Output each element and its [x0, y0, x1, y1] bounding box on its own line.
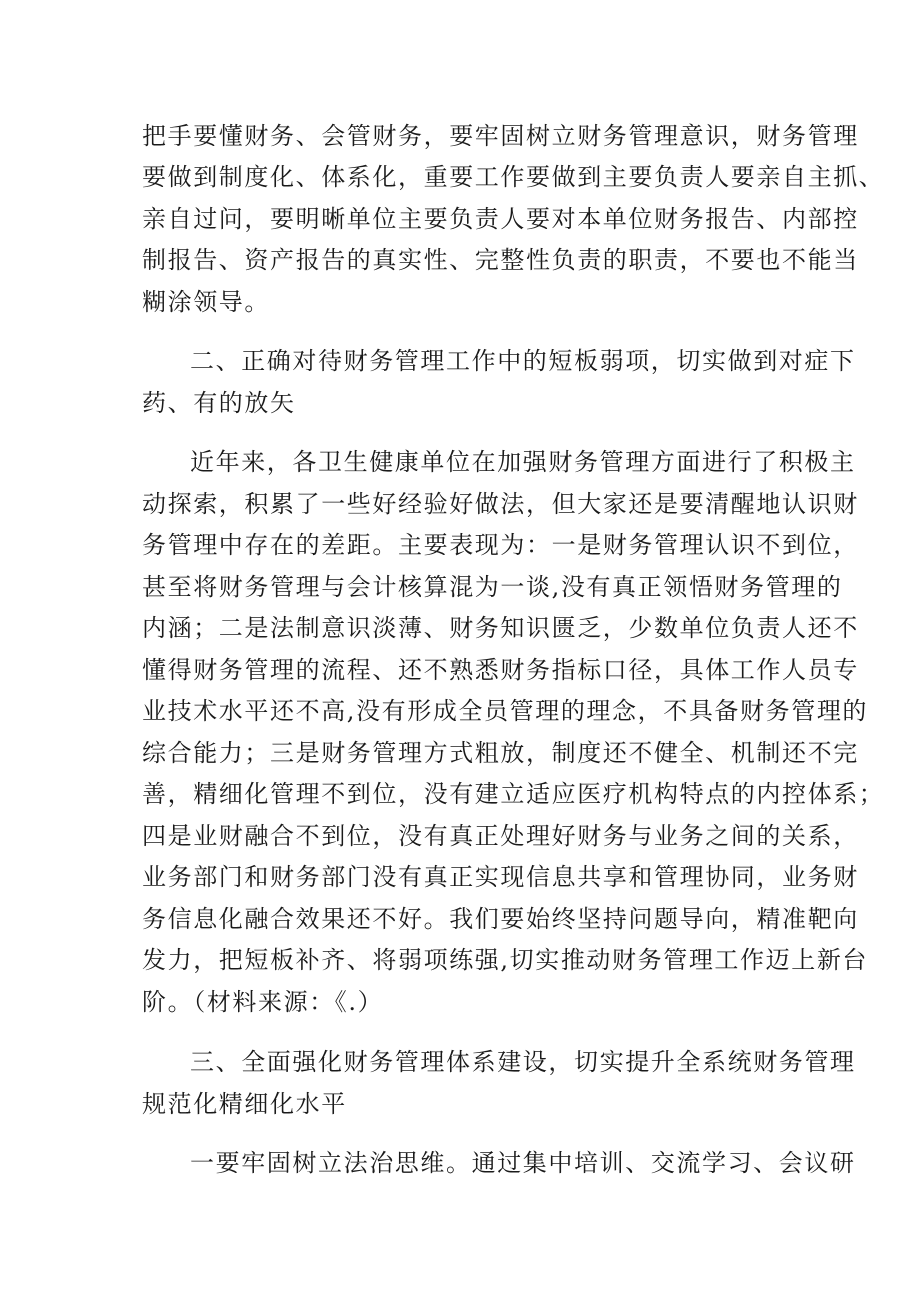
paragraph-line: 务信息化融合效果还不好。我们要始终坚持问题导向，精准靶向 [142, 905, 859, 933]
paragraph-line: 综合能力；三是财务管理方式粗放，制度还不健全、机制还不完 [142, 739, 859, 767]
paragraph-line: 内涵；二是法制意识淡薄、财务知识匮乏，少数单位负责人还不 [142, 614, 859, 642]
paragraph-line: 阶。（材料来源：《.） [142, 988, 384, 1016]
paragraph-line: 糊涂领导。 [142, 288, 270, 316]
paragraph-line: 善，精细化管理不到位，没有建立适应医疗机构特点的内控体系； [142, 780, 885, 808]
paragraph-line: 甚至将财务管理与会计核算混为一谈,没有真正领悟财务管理的 [142, 573, 843, 601]
paragraph-line: 务管理中存在的差距。主要表现为：一是财务管理认识不到位， [142, 531, 859, 559]
section-heading-2-cont: 药、有的放矢 [142, 389, 296, 417]
paragraph-line: 发力，把短板补齐、将弱项练强,切实推动财务管理工作迈上新台 [142, 946, 869, 974]
paragraph-line: 制报告、资产报告的真实性、完整性负责的职责，不要也不能当 [142, 246, 859, 274]
paragraph-line: 近年来，各卫生健康单位在加强财务管理方面进行了积极主 [190, 448, 856, 476]
paragraph-line: 动探索，积累了一些好经验好做法，但大家还是要清醒地认识财 [142, 490, 859, 518]
paragraph-line: 四是业财融合不到位，没有真正处理好财务与业务之间的关系， [142, 822, 859, 850]
paragraph-line: 亲自过问，要明晰单位主要负责人要对本单位财务报告、内部控 [142, 205, 859, 233]
section-heading-3-cont: 规范化精细化水平 [142, 1090, 347, 1118]
paragraph-line: 把手要懂财务、会管财务，要牢固树立财务管理意识，财务管理 [142, 122, 859, 150]
paragraph-line: 懂得财务管理的流程、还不熟悉财务指标口径，具体工作人员专 [142, 656, 859, 684]
paragraph-line: 业务部门和财务部门没有真正实现信息共享和管理协同，业务财 [142, 863, 859, 891]
paragraph-line: 业技术水平还不高,没有形成全员管理的理念，不具备财务管理的 [142, 697, 869, 725]
paragraph-line: 要做到制度化、体系化，重要工作要做到主要负责人要亲自主抓、 [142, 163, 885, 191]
paragraph-line: 一要牢固树立法治思维。通过集中培训、交流学习、会议研 [190, 1149, 856, 1177]
section-heading-3: 三、全面强化财务管理体系建设，切实提升全系统财务管理 [190, 1048, 856, 1076]
section-heading-2: 二、正确对待财务管理工作中的短板弱项，切实做到对症下 [190, 347, 856, 375]
